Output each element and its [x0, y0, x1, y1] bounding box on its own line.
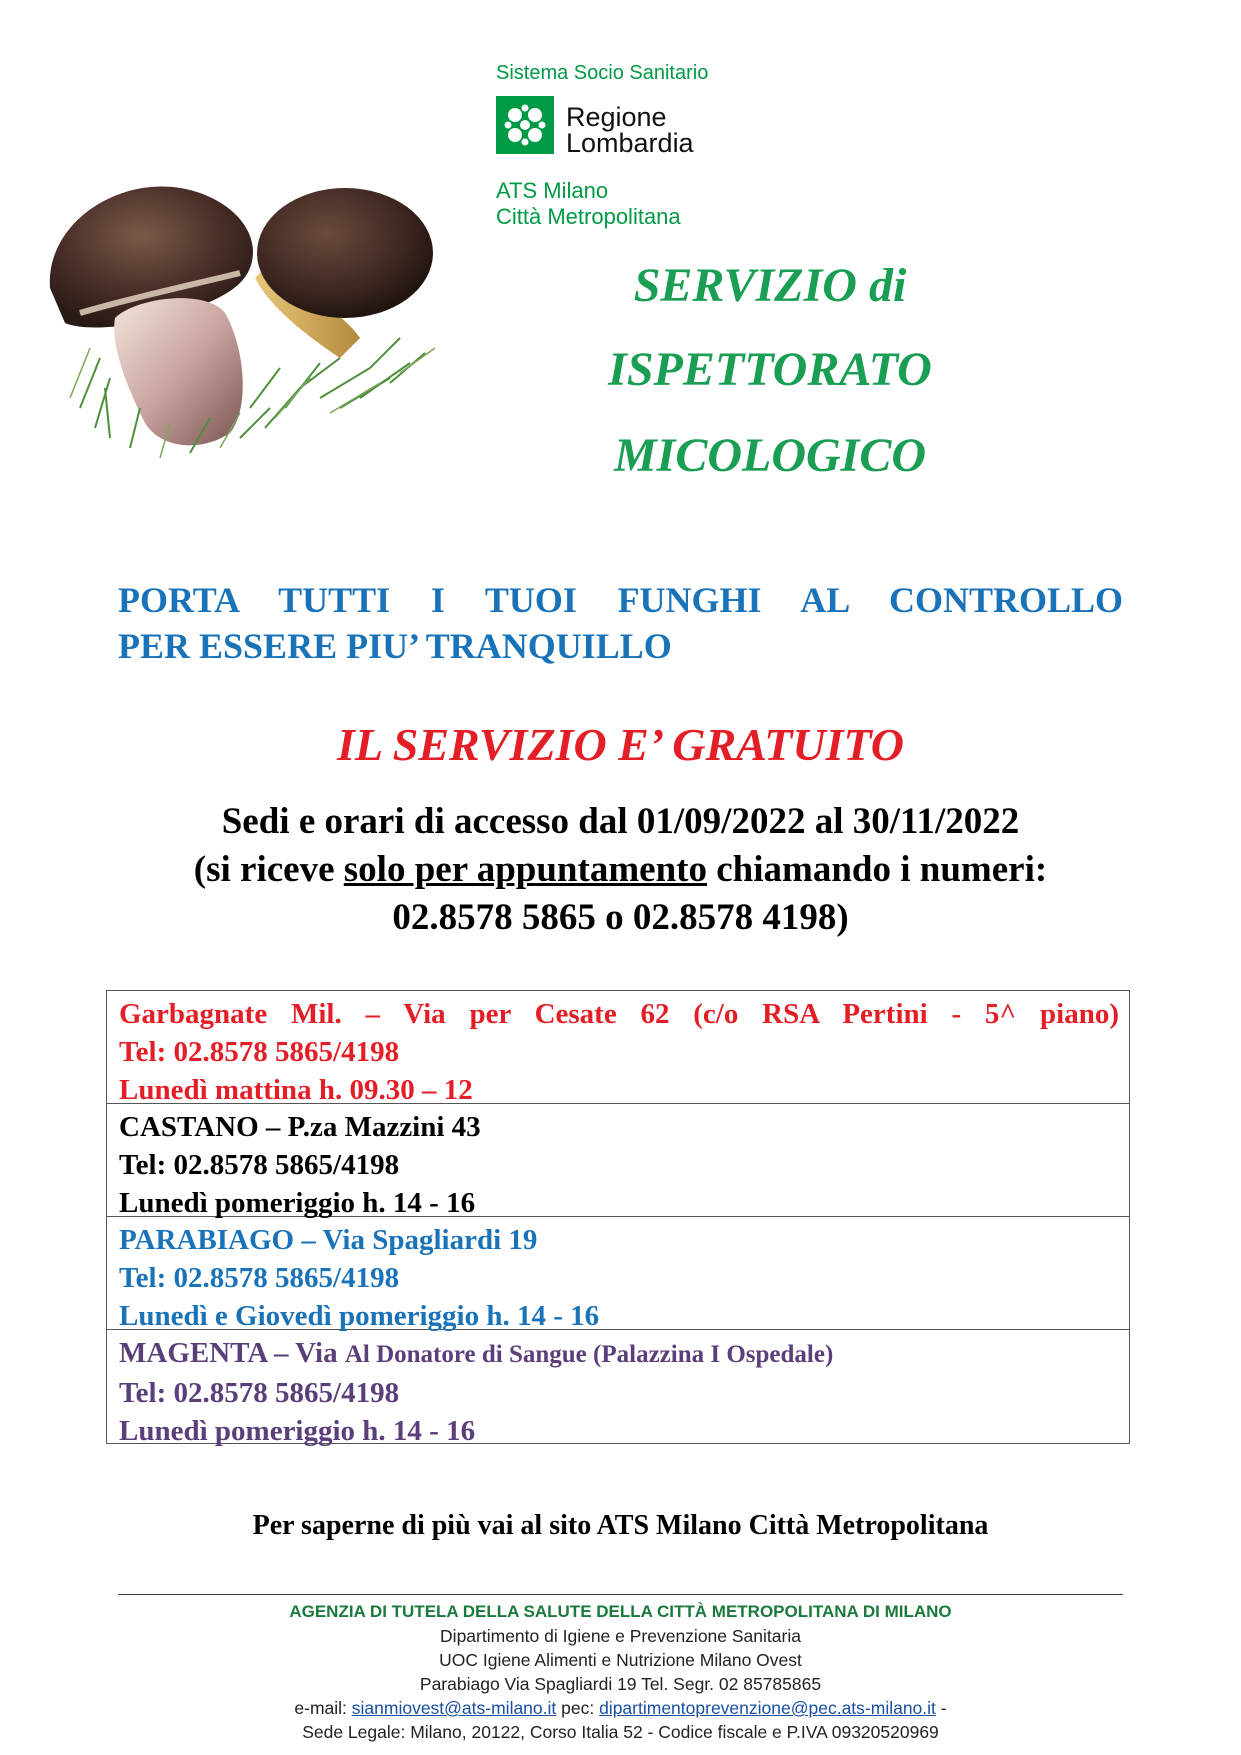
- footer-email-label: e-mail:: [294, 1698, 352, 1718]
- location-address-detail: Al Donatore di Sangue (Palazzina I Ospedale): [344, 1341, 834, 1368]
- location-hours: Lunedì pomeriggio h. 14 - 16: [119, 1187, 476, 1219]
- footer-address: Parabiago Via Spagliardi 19 Tel. Segr. 02 85785865: [419, 1674, 822, 1694]
- footer-department: Dipartimento di Igiene e Prevenzione Sanitaria: [440, 1626, 801, 1646]
- footer-pec-link[interactable]: dipartimentoprevenzione@pec.ats-milano.it: [599, 1698, 936, 1718]
- footer-pec-suffix: -: [935, 1698, 947, 1718]
- porcini-mushroom-illustration: [40, 108, 460, 478]
- footer-contacts: [0, 1696, 1241, 1720]
- access-appointment-underlined: solo per appuntamento: [343, 849, 707, 890]
- location-address: [119, 1334, 1119, 1374]
- footer-email-link[interactable]: sianmiovest@ats-milano.it: [351, 1698, 557, 1718]
- access-phone-numbers: 02.8578 5865 o 02.8578 4198): [392, 897, 849, 938]
- location-address: Garbagnate Mil. – Via per Cesate 62 (c/o RSA Pertini - 5^ piano): [119, 998, 1119, 1030]
- location-hours: Lunedì mattina h. 09.30 – 12: [119, 1074, 473, 1106]
- logo-regione-line2: Lombardia: [566, 128, 694, 158]
- location-hours: Lunedì pomeriggio h. 14 - 16: [119, 1415, 476, 1447]
- location-tel: Tel: 02.8578 5865/4198: [119, 1377, 400, 1409]
- location-garbagnate: [107, 991, 1129, 1104]
- location-address: PARABIAGO – Via Spagliardi 19: [119, 1224, 538, 1256]
- logo-regione-text: [566, 104, 694, 156]
- logo-ats-line1: ATS Milano: [496, 178, 609, 203]
- access-appointment: [0, 846, 1241, 893]
- logo-ats-line2: Città Metropolitana: [496, 204, 681, 229]
- footer-agency: AGENZIA DI TUTELA DELLA SALUTE DELLA CITTÀ METROPOLITANA DI MILANO: [289, 1602, 952, 1621]
- footer-divider: [118, 1594, 1123, 1595]
- title-micologico: MICOLOGICO: [613, 429, 927, 482]
- free-service-banner: IL SERVIZIO E’ GRATUITO: [336, 719, 905, 770]
- access-appointment-post: chiamando i numeri:: [706, 849, 1048, 890]
- location-address-main: MAGENTA – Via: [119, 1337, 345, 1369]
- slogan-line1: PORTA TUTTI I TUOI FUNGHI AL CONTROLLO: [118, 580, 1123, 620]
- slogan-line2: PER ESSERE PIU’ TRANQUILLO: [118, 626, 672, 666]
- logo-sistema-text: Sistema Socio Sanitario: [496, 62, 709, 84]
- footer-uoc: UOC Igiene Alimenti e Nutrizione Milano Ovest: [439, 1650, 802, 1670]
- access-dates: Sedi e orari di accesso dal 01/09/2022 al 30/11/2022: [221, 801, 1020, 842]
- title-ispettorato: ISPETTORATO: [608, 343, 932, 396]
- logo-ats-text: [496, 178, 681, 230]
- title-servizio: SERVIZIO di: [633, 259, 907, 312]
- footer-pec-label: pec:: [556, 1698, 600, 1718]
- location-hours: Lunedì e Giovedì pomeriggio h. 14 - 16: [119, 1300, 600, 1332]
- access-appointment-pre: (si riceve: [193, 849, 344, 890]
- footer-legal: Sede Legale: Milano, 20122, Corso Italia 52 - Codice fiscale e P.IVA 09320520969: [302, 1722, 939, 1742]
- location-parabiago: [107, 1217, 1129, 1330]
- location-tel: Tel: 02.8578 5865/4198: [119, 1036, 400, 1068]
- location-tel: Tel: 02.8578 5865/4198: [119, 1149, 400, 1181]
- location-address: CASTANO – P.za Mazzini 43: [119, 1111, 481, 1143]
- location-castano: [107, 1104, 1129, 1217]
- lombardia-rose-icon: [496, 96, 554, 154]
- more-info-text: Per saperne di più vai al sito ATS Milano Città Metropolitana: [252, 1510, 989, 1541]
- locations-table: [106, 990, 1130, 1447]
- regione-lombardia-logo: [496, 62, 796, 242]
- logo-regione-line1: Regione: [566, 102, 667, 132]
- location-magenta: [107, 1330, 1129, 1447]
- location-tel: Tel: 02.8578 5865/4198: [119, 1262, 400, 1294]
